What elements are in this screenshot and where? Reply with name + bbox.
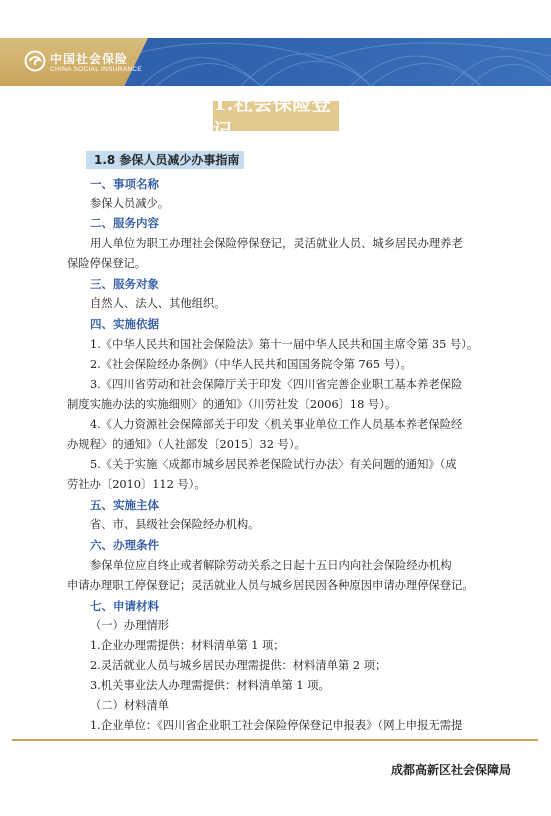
paragraph-line: （一）办理情形: [90, 619, 170, 632]
paragraph-line: 5.《关于实施〈成都市城乡居民养老保险试行办法〉有关问题的通知》（成: [90, 458, 457, 471]
wave-pattern-icon: [121, 38, 551, 86]
paragraph-line: （二）材料清单: [90, 699, 170, 712]
paragraph-line: 3.机关事业法人办理需提供：材料清单第 1 项。: [90, 679, 330, 692]
paragraph-line: 2.灵活就业人员与城乡居民办理需提供：材料清单第 2 项；: [90, 659, 387, 672]
footer-divider: [12, 739, 538, 741]
heading-item-name: 一、事项名称: [90, 177, 159, 191]
heading-service-content: 二、服务内容: [90, 216, 159, 230]
paragraph-line: 3.《四川省劳动和社会保障厅关于印发〈四川省完善企业职工基本养老保险: [90, 378, 463, 391]
heading-legal-basis: 四、实施依据: [90, 317, 159, 331]
paragraph-line: 省、市、县级社会保险经办机构。: [90, 518, 260, 531]
paragraph-line: 1.《中华人民共和国社会保险法》第十一届中华人民共和国主席令第 35 号）。: [90, 338, 479, 351]
paragraph-line: 1.企业办理需提供：材料清单第 1 项；: [90, 639, 285, 652]
paragraph-line: 办规程〉的通知》（人社部发〔2015〕32 号）。: [67, 438, 306, 451]
heading-conditions: 六、办理条件: [90, 538, 159, 552]
paragraph-line: 申请办理职工停保登记；灵活就业人员与城乡居民因各种原因申请办理停保登记。: [67, 579, 474, 592]
paragraph-line: 劳社办〔2010〕112 号）。: [67, 478, 206, 491]
heading-implementer: 五、实施主体: [90, 498, 159, 512]
paragraph-line: 参保人员减少。: [90, 197, 170, 210]
paragraph-line: 2.《社会保险经办条例》（中华人民共和国国务院令第 765 号）。: [90, 358, 412, 371]
paragraph-line: 保险停保登记。: [67, 257, 147, 270]
paragraph-line: 1.企业单位：《四川省企业职工社会保险停保登记申报表》（网上申报无需提: [90, 719, 463, 732]
social-insurance-logo-icon: [24, 50, 46, 72]
paragraph-line: 制度实施办法的实施细则〉的通知》（川劳社发〔2006〕18 号）。: [67, 398, 397, 411]
section-title: 1.8 参保人员减少办事指南: [86, 151, 244, 169]
chapter-title: 1.社会保险登记: [213, 101, 339, 131]
paragraph-line: 4.《人力资源社会保障部关于印发〈机关事业单位工作人员基本养老保险经: [90, 418, 463, 431]
heading-service-target: 三、服务对象: [90, 277, 159, 291]
paragraph-line: 自然人、法人、其他组织。: [90, 297, 226, 310]
logo-text-en: CHINA SOCIAL INSURANCE: [50, 66, 142, 73]
footer-org: 成都高新区社会保障局: [390, 763, 511, 777]
logo-text-cn: 中国社会保险: [50, 52, 129, 66]
heading-materials: 七、申请材料: [90, 599, 159, 613]
paragraph-line: 用人单位为职工办理社会保险停保登记，灵活就业人员、城乡居民办理养老: [90, 237, 463, 250]
paragraph-line: 参保单位应自终止或者解除劳动关系之日起十五日内向社会保险经办机构: [90, 559, 452, 572]
